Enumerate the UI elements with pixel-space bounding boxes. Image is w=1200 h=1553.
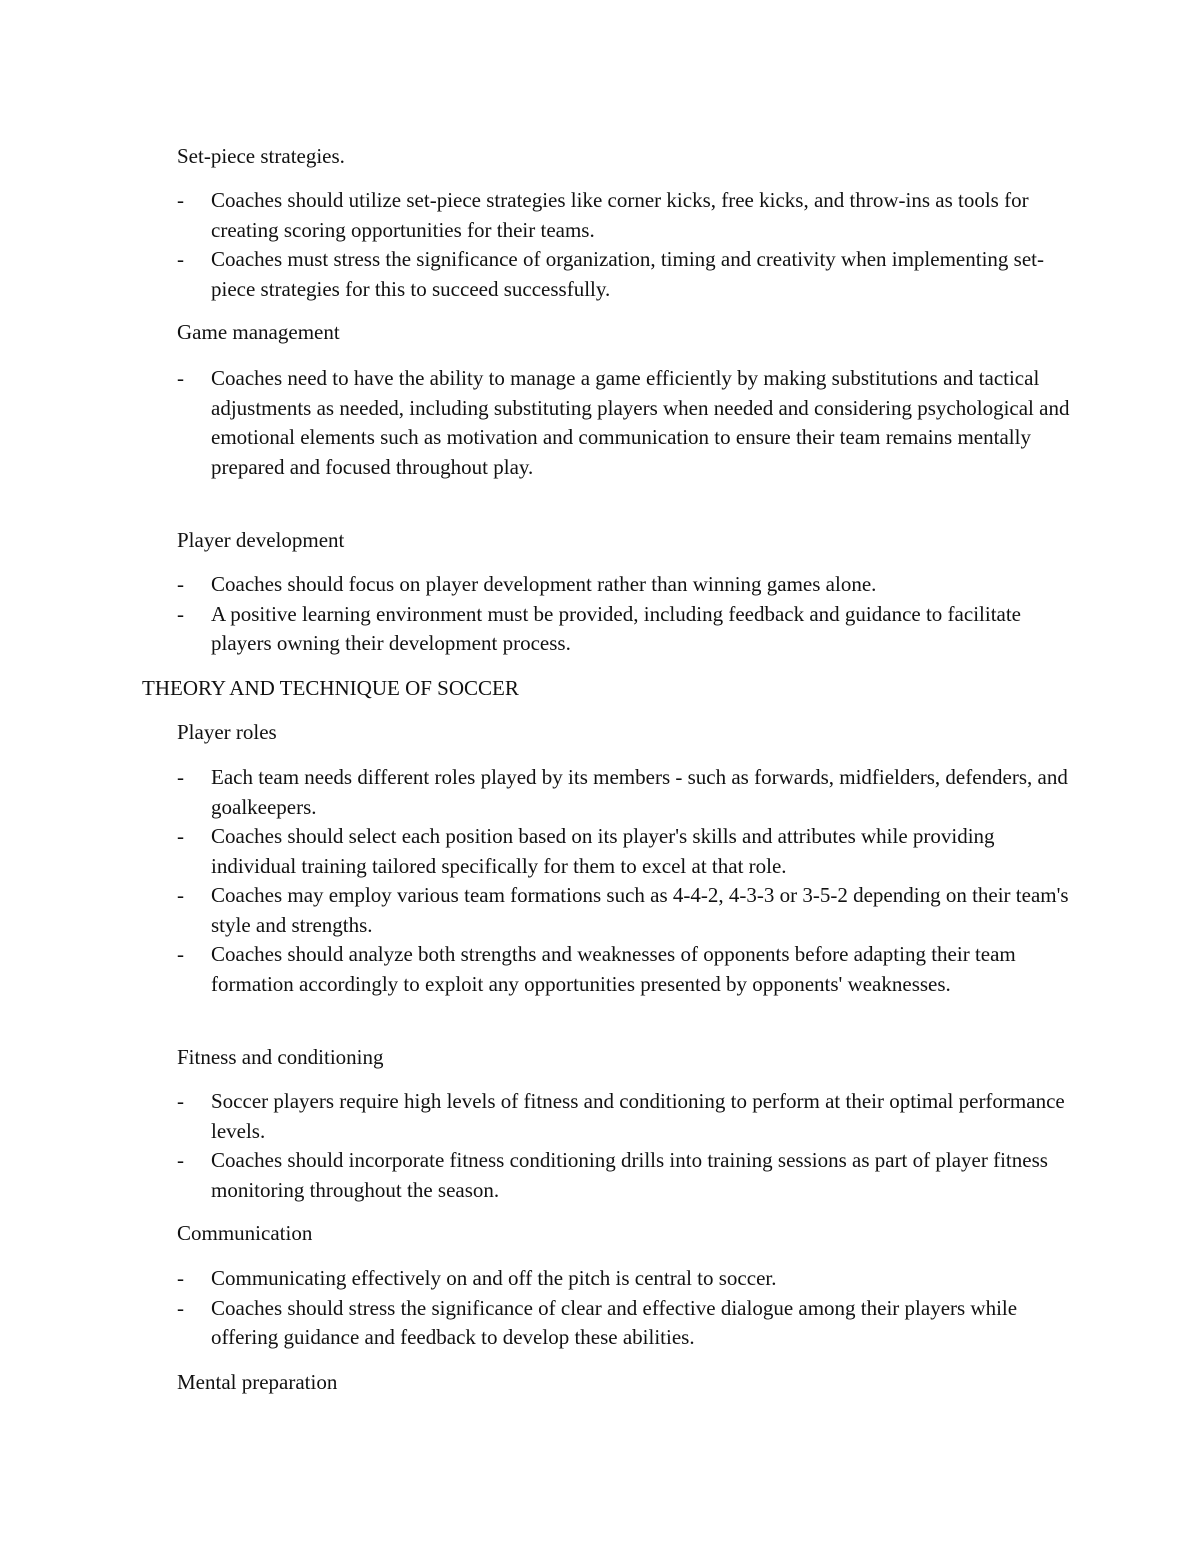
bullet-dash: - <box>177 942 184 966</box>
list-item <box>0 186 1071 245</box>
heading-theory-and-technique: THEORY AND TECHNIQUE OF SOCCER <box>142 676 519 700</box>
bullet-list-communication <box>0 1264 1200 1353</box>
list-item <box>0 364 1071 482</box>
list-item <box>0 763 1071 822</box>
list-item <box>0 822 1071 881</box>
bullet-dash: - <box>177 572 184 596</box>
list-item <box>0 600 1071 659</box>
bullet-dash: - <box>177 188 184 212</box>
list-item <box>0 940 1071 999</box>
list-item <box>0 881 1071 940</box>
bullet-dash: - <box>177 883 184 907</box>
bullet-dash: - <box>177 1148 184 1172</box>
bullet-list-set-piece <box>0 186 1200 304</box>
heading-set-piece-strategies: Set-piece strategies. <box>177 144 345 168</box>
list-item-text: Coaches should utilize set-piece strategies like corner kicks, free kicks, and throw-ins as tools for creating scoring opportunities for their teams. <box>211 188 1029 242</box>
list-item <box>0 1294 1071 1353</box>
heading-player-roles: Player roles <box>177 720 277 744</box>
list-item-text: A positive learning environment must be provided, including feedback and guidance to facilitate players owning their development process. <box>211 601 1022 655</box>
heading-communication: Communication <box>177 1221 313 1245</box>
bullet-dash: - <box>177 765 184 789</box>
list-item-text: Coaches must stress the significance of organization, timing and creativity when implementing set-piece strategies for this to succeed successfully. <box>211 247 1044 301</box>
list-item-text: Communicating effectively on and off the pitch is central to soccer. <box>211 1266 777 1290</box>
list-item-text: Each team needs different roles played by its members - such as forwards, midfielders, defenders, and goalkeepers. <box>211 765 1068 819</box>
list-item-text: Coaches should stress the significance of clear and effective dialogue among their players while offering guidance and feedback to develop these abilities. <box>211 1295 1018 1349</box>
bullet-dash: - <box>177 1295 184 1320</box>
list-item-text: Soccer players require high levels of fitness and conditioning to perform at their optimal performance levels. <box>211 1089 1065 1143</box>
heading-mental-preparation: Mental preparation <box>177 1370 338 1394</box>
bullet-list-player-roles <box>0 763 1200 999</box>
list-item-text: Coaches should select each position based on its player's skills and attributes while providing individual training tailored specifically for them to excel at that role. <box>211 824 995 878</box>
list-item <box>0 1146 1071 1205</box>
bullet-list-player-development <box>0 570 1200 659</box>
list-item-text: Coaches should incorporate fitness conditioning drills into training sessions as part of player fitness monitoring throughout the season. <box>211 1148 1048 1202</box>
list-item <box>0 570 1071 600</box>
bullet-list-game-management <box>0 364 1200 482</box>
heading-fitness-and-conditioning: Fitness and conditioning <box>177 1045 384 1069</box>
list-item <box>0 1087 1071 1146</box>
list-item-text: Coaches should analyze both strengths and weaknesses of opponents before adapting their team formation accordingly to exploit any opportunities presented by opponents' weaknesses. <box>211 942 1016 996</box>
bullet-dash: - <box>177 247 184 271</box>
bullet-dash: - <box>177 1089 184 1113</box>
list-item-text: Coaches should focus on player development rather than winning games alone. <box>211 572 877 596</box>
heading-game-management: Game management <box>177 320 340 344</box>
list-item <box>0 1264 1071 1294</box>
bullet-list-fitness <box>0 1087 1200 1205</box>
heading-player-development: Player development <box>177 528 345 552</box>
bullet-dash: - <box>177 601 184 626</box>
bullet-dash: - <box>177 824 184 848</box>
bullet-dash: - <box>177 366 184 390</box>
list-item-text: Coaches need to have the ability to manage a game efficiently by making substitutions and tactical adjustments as needed, including substituting players when needed and considering psychological and emotional elements such as motivation and communication to ensure their team remains mentally prepared and focused throughout play. <box>211 366 1070 479</box>
bullet-dash: - <box>177 1266 184 1290</box>
list-item <box>0 245 1071 304</box>
list-item-text: Coaches may employ various team formations such as 4-4-2, 4-3-3 or 3-5-2 depending on their team's style and strengths. <box>211 883 1069 937</box>
